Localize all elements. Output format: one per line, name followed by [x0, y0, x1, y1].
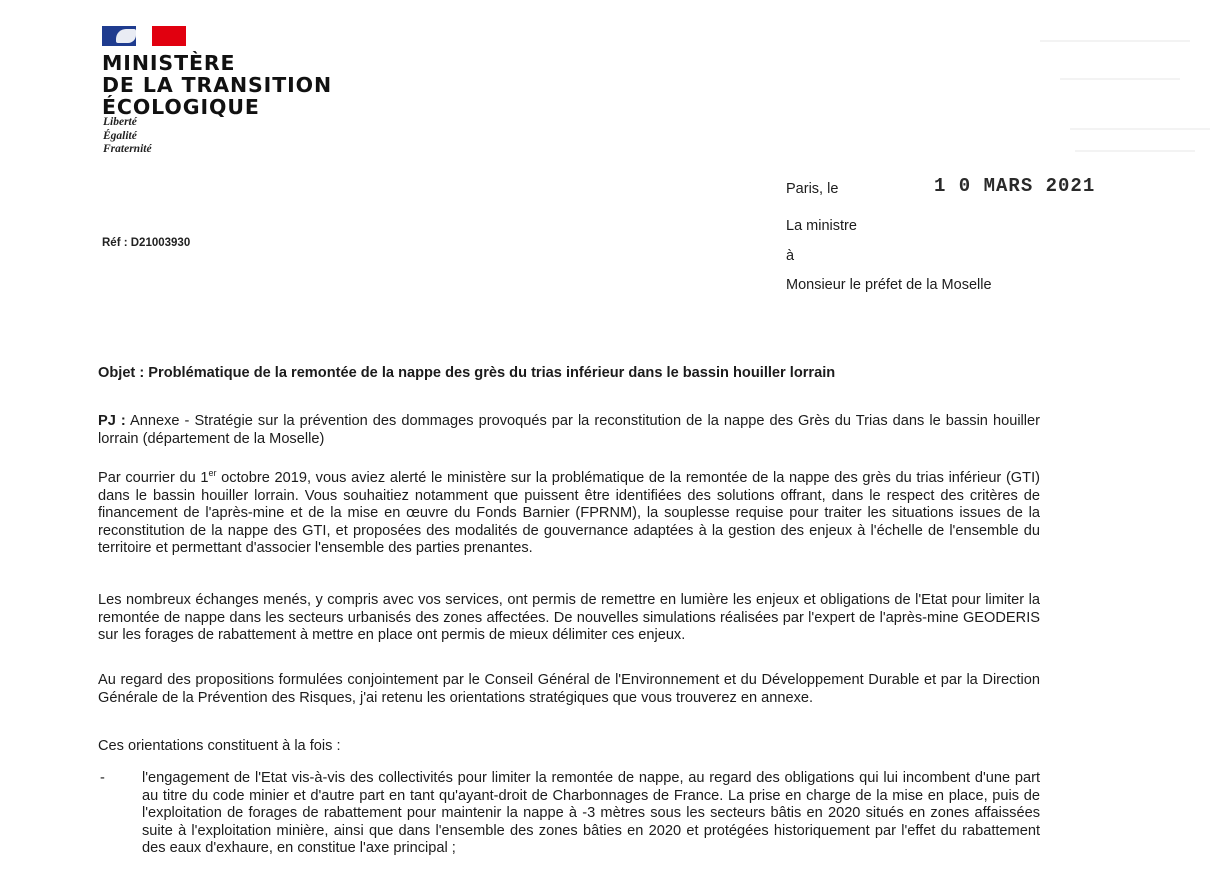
date-stamp: 1 0 MARS 2021: [934, 175, 1096, 197]
paragraph: Ces orientations constituent à la fois :: [98, 738, 341, 754]
motto-line: Fraternité: [103, 143, 152, 155]
attachment-text: Annexe - Stratégie sur la prévention des dommages provoqués par la reconstitution de la nappe des Grès du Trias dans le bassin houiller lorrain (département de la Moselle): [98, 413, 1041, 447]
subject-label: Objet :: [98, 365, 145, 381]
scan-artifact: [1060, 78, 1180, 80]
flag-red-band: [152, 26, 186, 46]
scan-artifact: [1070, 128, 1210, 130]
subject-line: [98, 365, 1040, 383]
flag-blue-band: [102, 26, 136, 46]
ministry-line: ÉCOLOGIQUE: [102, 95, 260, 119]
motto-line: Égalité: [103, 129, 137, 142]
to-word: à: [786, 248, 795, 264]
motto-line: Liberté: [103, 116, 137, 128]
ministry-name: [102, 52, 332, 118]
ministry-line: DE LA TRANSITION: [102, 73, 333, 97]
paragraph-text: Par courrier du 1: [98, 470, 209, 486]
paragraph: Les nombreux échanges menés, y compris avec vos services, ont permis de remettre en lumière les enjeux et obligations de l'Etat pour limiter la remontée de nappe dans les secteurs urbanisés des zones affectées. De nouvelles simulations réalisées par l'expert de l'après-mine GEODERIS sur les forages de rabattement à mettre en place ont permis de mieux délimiter ces enjeux.: [98, 592, 1040, 644]
dateline-place: Paris, le: [786, 181, 839, 197]
republic-flag-logo: [102, 26, 186, 46]
scan-artifact: [1075, 150, 1195, 152]
reference-number: Réf : D21003930: [102, 237, 191, 249]
republic-motto: [103, 116, 152, 157]
subject-text: Problématique de la remontée de la nappe des grès du trias inférieur dans le bassin houiller lorrain: [148, 365, 836, 381]
paragraph-text: octobre 2019, vous aviez alerté le ministère sur la problématique de la remontée de la nappe des grès du trias inférieur (GTI) dans le bassin houiller lorrain. Vous souhaitiez notamment que puissent être identifiées des solutions offrant, dans le respect des critères de financement de l'après-mine et de la mise en œuvre du Fonds Barnier (FPRNM), la souplesse requise pour traiter les situations issues de la reconstitution de la nappe des GTI, et proposées des modalités de gouvernance adaptées à la gestion des enjeux à l'échelle de l'ensemble du territoire et permettant d'associer l'ensemble des parties prenantes.: [98, 470, 1040, 557]
attachment-line: [98, 413, 1040, 448]
marianne-profile-icon: [116, 29, 136, 43]
flag-white-band: [136, 26, 152, 46]
paragraph: Au regard des propositions formulées conjointement par le Conseil Général de l'Environnement et du Développement Durable et par la Direction Générale de la Prévention des Risques, j'ai retenu les orientations stratégiques que vous trouverez en annexe.: [98, 672, 1040, 706]
list-dash: -: [100, 770, 105, 786]
list-item: [98, 770, 1040, 858]
recipient: Monsieur le préfet de la Moselle: [786, 277, 992, 293]
list-item-text: l'engagement de l'Etat vis-à-vis des collectivités pour limiter la remontée de nappe, au regard des obligations qui lui incombent d'une part au titre du code minier et d'autre part en tant qu'ayant-droit de Charbonnages de France. La prise en charge de la mise en place, puis de l'exploitation de forages de rabattement pour maintenir la nappe à -3 mètres sous les secteurs bâtis en 2020 situés en zones affaissées suite à l'exploitation minière, ainsi que dans l'ensemble des zones bâties en 2020 et protégées historiquement par l'effet du rabattement des eaux d'exhaure, en constitue l'axe principal ;: [142, 770, 1040, 857]
ministry-line: MINISTÈRE: [102, 51, 236, 75]
paragraph: [98, 470, 1040, 558]
ordinal-superscript: er: [208, 468, 217, 479]
attachment-label: PJ :: [98, 413, 126, 429]
sender: La ministre: [786, 218, 857, 234]
scan-artifact: [1040, 40, 1190, 42]
